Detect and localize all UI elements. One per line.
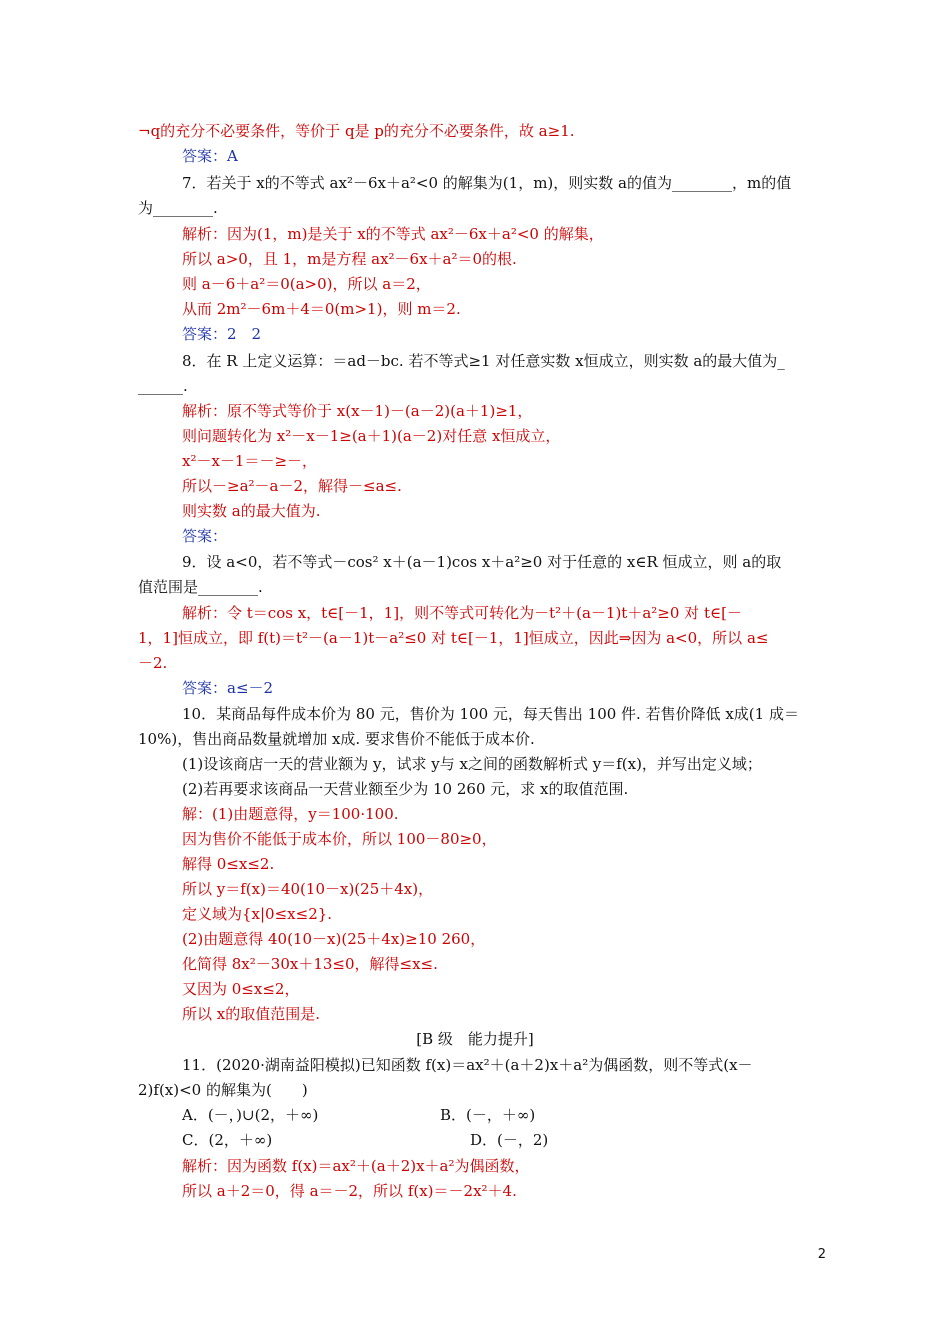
text-line: 化简得 8x²－30x＋13≤0，解得≤x≤. — [182, 955, 438, 973]
text-line: 因为售价不能低于成本价，所以 100－80≥0， — [182, 830, 497, 848]
text-line: 所以－≥a²－a－2，解得－≤a≤. — [182, 477, 402, 495]
text-line: (2)若再要求该商品一天营业额至少为 10 260 元，求 x的取值范围. — [182, 780, 629, 798]
text-line: (2)由题意得 40(10－x)(25＋4x)≥10 260， — [182, 930, 486, 948]
text-line: 定义域为{x|0≤x≤2}. — [182, 905, 333, 923]
page-number: 2 — [817, 1247, 826, 1262]
text-line: 从而 2m²－6m＋4＝0(m>1)，则 m＝2. — [182, 300, 461, 318]
text-line: 所以 x的取值范围是. — [182, 1005, 320, 1023]
text-line: 解析：因为(1，m)是关于 x的不等式 ax²－6x＋a²<0 的解集， — [182, 225, 604, 243]
text-line: 所以 a>0，且 1，m是方程 ax²－6x＋a²＝0的根. — [182, 250, 517, 268]
text-line: 10%)，售出商品数量就增加 x成. 要求售价不能低于成本价. — [138, 730, 535, 748]
text-line: 值范围是________. — [138, 578, 263, 596]
text-line: 解得 0≤x≤2. — [182, 855, 275, 873]
text-line: 为________. — [138, 199, 218, 217]
text-line: 则 a－6＋a²＝0(a>0)，所以 a＝2， — [182, 275, 431, 293]
text-line: 解析：令 t＝cos x，t∈[－1，1]，则不等式可转化为－t²＋(a－1)t＋a²≥0 对 t∈[－ — [182, 604, 742, 622]
text-line: 解析：原不等式等价于 x(x－1)－(a－2)(a＋1)≥1， — [182, 402, 533, 420]
text-line: 答案：a≤－2 — [182, 679, 274, 697]
text-line: A．(－，)∪(2，＋∞) — [182, 1106, 319, 1124]
text-line: 2)f(x)<0 的解集为( ) — [138, 1081, 308, 1099]
text-line: 答案：A — [182, 147, 238, 165]
text-line: [B 级 能力提升] — [416, 1030, 534, 1048]
text-line: 解析：因为函数 f(x)＝ax²＋(a＋2)x＋a²为偶函数， — [182, 1157, 530, 1175]
text-line: －2. — [138, 654, 168, 672]
text-line: C．(2，＋∞) — [182, 1131, 273, 1149]
text-line: 7．若关于 x的不等式 ax²－6x＋a²<0 的解集为(1，m)，则实数 a的值为________，m的值 — [182, 174, 792, 192]
text-line: (1)设该商店一天的营业额为 y，试求 y与 x之间的函数解析式 y＝f(x)，并写出定义域； — [182, 755, 762, 773]
text-line: 所以 y＝f(x)＝40(10－x)(25＋4x)， — [182, 880, 434, 898]
text-line: B．(－，＋∞) — [440, 1106, 536, 1124]
text-line: 答案：2 2 — [182, 325, 262, 343]
text-line: 1，1]恒成立，即 f(t)＝t²－(a－1)t－a²≤0 对 t∈[－1，1]恒成立，因此⇒因为 a<0，所以 a≤ — [138, 629, 769, 647]
text-line: 10．某商品每件成本价为 80 元，售价为 100 元，每天售出 100 件. 若售价降低 x成(1 成＝ — [182, 705, 799, 723]
text-line: 又因为 0≤x≤2， — [182, 980, 300, 998]
text-line: 则问题转化为 x²－x－1≥(a＋1)(a－2)对任意 x恒成立， — [182, 427, 561, 445]
text-line: x²－x－1＝－≥－， — [182, 452, 318, 470]
text-line: D．(－，2) — [470, 1131, 549, 1149]
text-line: ______. — [138, 377, 188, 395]
text-line: 8．在 R 上定义运算：＝ad－bc. 若不等式≥1 对任意实数 x恒成立，则实数 a的最大值为_ — [182, 352, 785, 370]
text-line: 9．设 a<0，若不等式－cos² x＋(a－1)cos x＋a²≥0 对于任意的 x∈R 恒成立，则 a的取 — [182, 553, 782, 571]
text-line: 11．(2020·湖南益阳模拟)已知函数 f(x)＝ax²＋(a＋2)x＋a²为偶函数，则不等式(x－ — [182, 1056, 753, 1074]
text-line: 则实数 a的最大值为. — [182, 502, 321, 520]
text-line: ¬q的充分不必要条件，等价于 q是 p的充分不必要条件，故 a≥1. — [138, 122, 575, 140]
text-line: 解：(1)由题意得，y＝100·100. — [182, 805, 399, 823]
text-line: 答案： — [182, 527, 228, 545]
text-line: 所以 a＋2＝0，得 a＝－2，所以 f(x)＝－2x²＋4. — [182, 1182, 517, 1200]
